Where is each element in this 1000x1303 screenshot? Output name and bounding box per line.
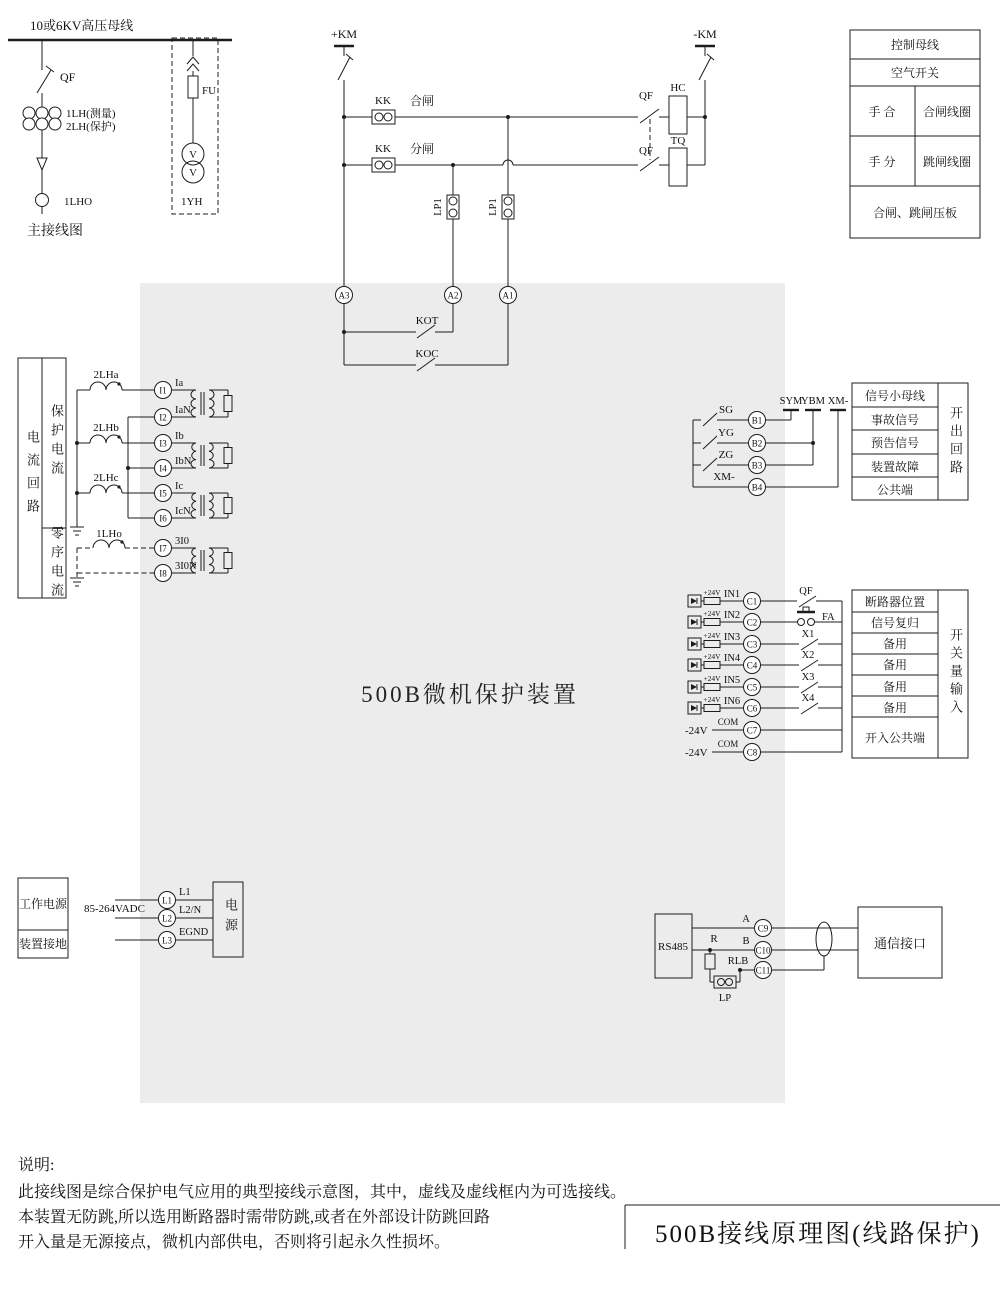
legend-close-coil: 合闸线圈	[922, 105, 972, 119]
input-row-spare1: 备用	[882, 637, 908, 651]
drawing-title: 500B接线原理图(线路保护)	[655, 1221, 981, 1248]
wire-b-label: B	[742, 936, 750, 947]
com-label-2: COM	[717, 739, 739, 749]
minus-km-label: -KM	[693, 27, 717, 41]
ct-coils	[90, 382, 125, 548]
yg-contact-label: YG	[718, 427, 734, 439]
in6-label: IN6	[723, 696, 741, 707]
kk-close-label: KK	[375, 95, 391, 107]
terminal-c6: C6	[746, 703, 758, 714]
ct-zero-label: 1LHO	[64, 196, 93, 208]
terminal-a3-id: A3	[338, 290, 350, 301]
notes-line-2: 本装置无防跳,所以选用断路器时需带防跳,或者在外部设计防跳回路	[18, 1209, 491, 1226]
legend-control-bus: 控制母线	[890, 38, 940, 52]
terminal-i5: I5	[159, 488, 167, 499]
svg-text:V: V	[189, 168, 197, 179]
fuse-label: FU	[202, 85, 217, 97]
terminal-c8: C8	[746, 747, 758, 758]
phase-ibn: IbN	[175, 456, 192, 467]
close-coil-label: HC	[670, 82, 686, 94]
plus-km-label: +KM	[330, 27, 358, 41]
pt-label: 1YH	[181, 196, 203, 208]
terminal-c9: C9	[757, 923, 769, 934]
l2n-wire-label: L2/N	[179, 905, 202, 916]
current-group-label: 电流回路	[25, 430, 40, 522]
minus24v-label-2: -24V	[685, 747, 708, 759]
terminal-i4: I4	[159, 463, 167, 474]
lp1-close-label: LP1	[488, 198, 499, 216]
notes-section	[18, 1156, 626, 1251]
output-row-signalbus: 信号小母线	[864, 389, 926, 403]
legend-manual-close: 手 合	[868, 105, 896, 119]
device-ground-label: 装置接地	[18, 937, 68, 951]
terminal-c7: C7	[746, 725, 758, 736]
protect-current-label: 保护电流	[49, 404, 64, 480]
bus-sym-label: SYM	[779, 396, 803, 407]
sg-contact-label: SG	[718, 404, 734, 416]
trip-coil-label: TQ	[670, 135, 686, 147]
plus24-label-5: +24V	[703, 674, 721, 683]
kk-trip-label: KK	[375, 143, 391, 155]
wire-a-label: A	[742, 914, 750, 925]
in5-label: IN5	[723, 675, 741, 686]
output-row-common: 公共端	[876, 483, 914, 497]
control-legend-table	[850, 30, 980, 238]
qf-position-contact: QF	[799, 586, 813, 597]
input-row-spare3: 备用	[882, 680, 908, 694]
legend-air-switch: 空气开关	[890, 66, 940, 80]
terminal-i8: I8	[159, 568, 167, 579]
terminal-a2-id: A2	[447, 290, 459, 301]
com-label-1: COM	[717, 717, 739, 727]
phase-3i0: 3I0	[175, 536, 189, 547]
main-wiring-caption: 主接线图	[27, 224, 83, 239]
output-side-label: 开出回路	[948, 406, 963, 478]
ct-protect-label: 2LH(保护)	[66, 121, 116, 133]
terminal-i2: I2	[159, 412, 167, 423]
qf-close-contact-label: QF	[638, 90, 654, 102]
in4-label: IN4	[723, 653, 741, 664]
x4-contact-label: X4	[801, 693, 815, 704]
trip-label: 分闸	[410, 142, 435, 156]
terminal-i7: I7	[159, 543, 167, 554]
terminal-b2: B2	[751, 438, 763, 449]
notes-heading: 说明:	[18, 1157, 55, 1174]
legend-pressplate: 合闸、跳闸压板	[872, 206, 958, 220]
plus24-label-2: +24V	[703, 609, 721, 618]
plus24-label-3: +24V	[703, 631, 721, 640]
ct-2lhb-label: 2LHb	[93, 422, 119, 434]
input-side-label: 开关量输入	[948, 628, 963, 718]
terminal-i6: I6	[159, 513, 167, 524]
psu-label: 电源	[223, 898, 238, 938]
in2-label: IN2	[723, 610, 741, 621]
terminal-i3: I3	[159, 438, 167, 449]
x1-contact-label: X1	[801, 629, 815, 640]
plus24-label-1: +24V	[703, 588, 721, 597]
close-label: 合闸	[410, 94, 435, 108]
in1-label: IN1	[723, 589, 741, 600]
terminal-l2: L2	[162, 913, 172, 924]
notes-line-1: 此接线图是综合保护电气应用的典型接线示意图，其中，虚线及虚线框内为可选接线。	[18, 1184, 627, 1201]
phase-3i0n: 3I0N	[175, 561, 197, 572]
input-row-breakerpos: 断路器位置	[864, 595, 926, 609]
qf-trip-contact-label: QF	[638, 145, 654, 157]
legend-manual-trip: 手 分	[868, 155, 896, 169]
terminal-c10: C10	[755, 945, 771, 956]
l1-wire-label: L1	[179, 887, 191, 898]
phase-ic: Ic	[175, 481, 184, 492]
terminal-c1: C1	[746, 596, 758, 607]
terminal-l1: L1	[162, 895, 172, 906]
ct-1lho-label: 1LHo	[96, 528, 122, 540]
in3-label: IN3	[723, 632, 741, 643]
ct-2lha-label: 2LHa	[93, 369, 119, 381]
x3-contact-label: X3	[801, 672, 815, 683]
main-wiring-section	[8, 18, 232, 239]
power-source-label: 工作电源	[18, 897, 68, 911]
notes-line-3: 开入量是无源接点，微机内部供电，否则将引起永久性损坏。	[18, 1234, 451, 1251]
rs485-module-label: RS485	[658, 941, 688, 953]
plus24-label-6: +24V	[703, 695, 721, 704]
output-row-accident: 事故信号	[870, 413, 920, 427]
terminal-i1: I1	[159, 385, 167, 396]
voltage-range-label: 85-264VADC	[84, 903, 145, 915]
ct-2lhc-label: 2LHc	[93, 472, 119, 484]
terminal-b1: B1	[751, 415, 763, 426]
lp1-trip-label: LP1	[433, 198, 444, 216]
bus-xm-label: XM-	[827, 396, 849, 407]
terminal-c11: C11	[755, 965, 771, 976]
input-row-spare2: 备用	[882, 658, 908, 672]
input-row-common: 开入公共端	[864, 731, 926, 745]
terminal-c5: C5	[746, 682, 758, 693]
input-row-sigreset: 信号复归	[870, 616, 920, 630]
bus-ybm-label: YBM	[801, 396, 825, 407]
terminal-c2: C2	[746, 617, 758, 628]
phase-icn: IcN	[175, 506, 191, 517]
comm-interface-label: 通信接口	[873, 936, 927, 951]
terminal-c4: C4	[746, 660, 758, 671]
hv-busbar-label: 10或6KV高压母线	[30, 18, 134, 33]
minus24v-label-1: -24V	[685, 725, 708, 737]
pt-option-box	[172, 38, 218, 214]
terminal-a1-id: A1	[502, 290, 514, 301]
ct-measure-label: 1LH(测量)	[66, 108, 116, 120]
phase-ia: Ia	[175, 378, 184, 389]
lp-link-label: LP	[718, 993, 732, 1004]
terminal-c3: C3	[746, 639, 758, 650]
xm-contact-label: XM-	[713, 471, 735, 483]
phase-ian: IaN	[175, 405, 191, 416]
device-title: 500B微机保护装置	[361, 682, 579, 707]
legend-trip-coil: 跳闸线圈	[922, 155, 972, 169]
kot-label: KOT	[415, 315, 439, 327]
terminal-b4: B4	[751, 482, 763, 493]
egnd-wire-label: EGND	[179, 927, 209, 938]
zero-seq-current-label: 零序电流	[49, 526, 64, 602]
output-row-prewarn: 预告信号	[870, 436, 920, 450]
plus24-label-4: +24V	[703, 652, 721, 661]
input-row-spare4: 备用	[882, 701, 908, 715]
terminal-l3: L3	[162, 935, 172, 946]
svg-text:V: V	[189, 150, 197, 161]
output-row-fault: 装置故障	[870, 460, 920, 474]
pt-branch	[182, 40, 204, 183]
koc-label: KOC	[415, 348, 439, 360]
terminal-b3: B3	[751, 460, 763, 471]
x2-contact-label: X2	[801, 650, 815, 661]
terminating-resistor-label: R	[710, 933, 718, 945]
phase-ib: Ib	[175, 431, 184, 442]
qf-breaker-label: QF	[60, 70, 76, 84]
zg-contact-label: ZG	[718, 449, 734, 461]
fa-button-label: FA	[822, 612, 835, 623]
wire-rlb-label: RLB	[727, 956, 749, 967]
